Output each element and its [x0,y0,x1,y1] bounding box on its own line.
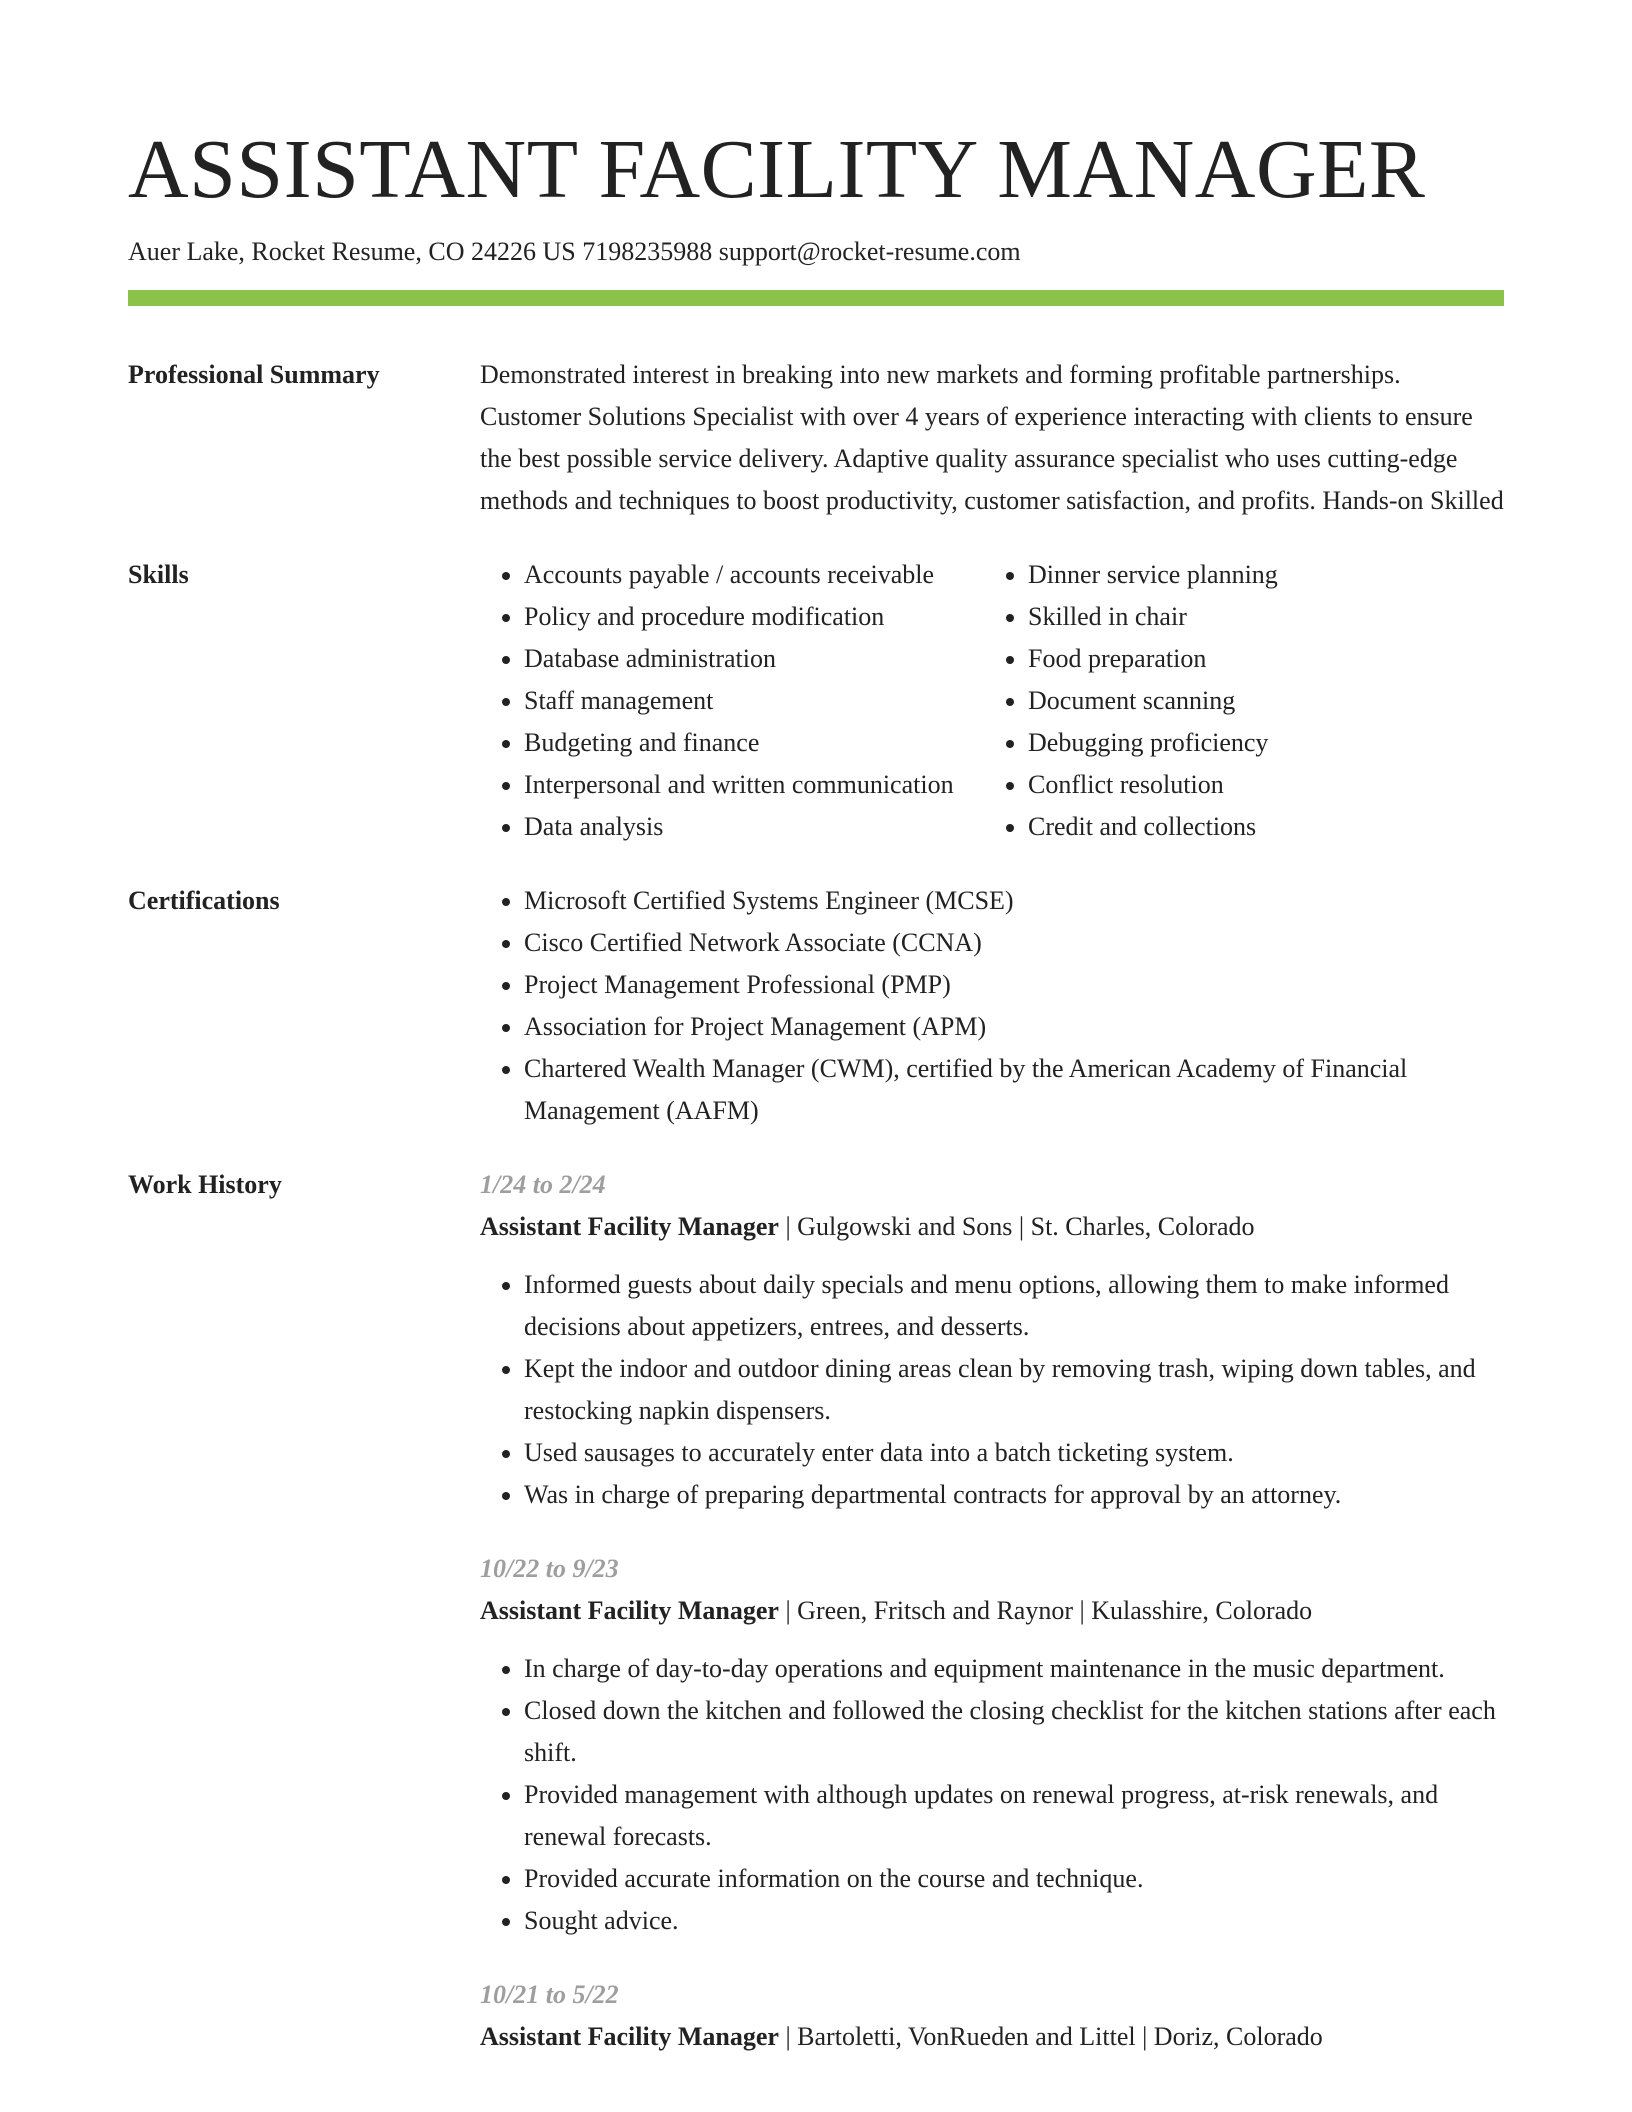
job-bullet: • Kept the indoor and outdoor dining areas clean by removing trash, wiping down tables, and restocking napkin dispensers. [524,1348,1504,1432]
certifications-label: Certifications [128,886,280,915]
job-title: Assistant Facility Manager [480,2022,779,2051]
skill-item: • Conflict resolution [1028,764,1548,806]
skill-item: • Debugging proficiency [1028,722,1548,764]
summary-label: Professional Summary [128,360,380,389]
job-employer: | Bartoletti, VonRueden and Littel | Doriz, Colorado [778,2022,1323,2051]
job-dates: 10/21 to 5/22 [480,1980,619,2009]
certification-item: • Chartered Wealth Manager (CWM), certified by the American Academy of Financial Management (AAFM) [524,1048,1504,1132]
job-bullet: • Was in charge of preparing departmental contracts for approval by an attorney. [524,1474,1504,1516]
job-entry [480,1164,1504,1516]
job-dates: 10/22 to 9/23 [480,1554,619,1583]
skills-body [480,554,1504,848]
job-bullet: • Used sausages to accurately enter data into a batch ticketing system. [524,1432,1504,1474]
job-entry [480,1974,1504,2058]
job-responsibilities [480,1264,1504,1516]
skill-item: • Data analysis [524,806,984,848]
job-dates: 1/24 to 2/24 [480,1170,606,1199]
contact-line: Auer Lake, Rocket Resume, CO 24226 US 7198235988 support@rocket-resume.com [128,237,1021,266]
job-heading [480,1590,1504,1632]
job-bullet: • Provided accurate information on the course and technique. [524,1858,1504,1900]
certification-item: • Project Management Professional (PMP) [524,964,1504,1006]
skill-item: • Dinner service planning [1028,554,1548,596]
job-heading [480,1206,1504,1248]
skills-list-left [480,554,984,848]
skill-item: • Policy and procedure modification [524,596,984,638]
job-responsibilities [480,1648,1504,1942]
work-history-body [480,1164,1504,2058]
job-heading [480,2016,1504,2058]
skills-list-right [984,554,1548,848]
job-bullet: • Sought advice. [524,1900,1504,1942]
skill-item: • Accounts payable / accounts receivable [524,554,984,596]
job-title: Assistant Facility Manager [480,1212,779,1241]
skill-item: • Database administration [524,638,984,680]
skill-item: • Skilled in chair [1028,596,1548,638]
skill-item: • Credit and collections [1028,806,1548,848]
certifications-list [480,880,1504,1132]
work-history-label: Work History [128,1170,282,1199]
job-bullet: • Closed down the kitchen and followed the closing checklist for the kitchen stations after each shift. [524,1690,1504,1774]
certifications-section [128,880,1504,1132]
skill-item: • Interpersonal and written communication [524,764,984,806]
certifications-body [480,880,1504,1132]
resume-page [128,120,1504,2058]
certification-item: • Association for Project Management (APM) [524,1006,1504,1048]
skills-section [128,554,1504,848]
job-bullet: • Provided management with although updates on renewal progress, at-risk renewals, and renewal forecasts. [524,1774,1504,1858]
skill-item: • Staff management [524,680,984,722]
certification-item: • Microsoft Certified Systems Engineer (MCSE) [524,880,1504,922]
skill-item: • Food preparation [1028,638,1548,680]
summary-text: Demonstrated interest in breaking into new markets and forming profitable partnerships. Customer Solutions Specialist with over 4 years of experience interacting with clients to ensure the best possible service delivery. Adaptive quality assurance specialist who uses cutting-edge methods and techniques to boost productivity, customer satisfaction, and profits. Hands-on Skilled [480,360,1504,515]
job-bullet: • In charge of day-to-day operations and equipment maintenance in the music department. [524,1648,1504,1690]
skill-item: • Document scanning [1028,680,1548,722]
skills-label: Skills [128,560,189,589]
job-employer: | Gulgowski and Sons | St. Charles, Colorado [778,1212,1255,1241]
candidate-title: ASSISTANT FACILITY MANAGER [128,123,1426,216]
job-title: Assistant Facility Manager [480,1596,779,1625]
accent-divider [128,290,1504,306]
certification-item: • Cisco Certified Network Associate (CCNA) [524,922,1504,964]
work-history-section [128,1164,1504,2058]
job-bullet: • Informed guests about daily specials and menu options, allowing them to make informed decisions about appetizers, entrees, and desserts. [524,1264,1504,1348]
summary-body [480,354,1504,522]
skill-item: • Budgeting and finance [524,722,984,764]
summary-section [128,354,1504,522]
job-entry [480,1548,1504,1942]
job-employer: | Green, Fritsch and Raynor | Kulasshire, Colorado [778,1596,1313,1625]
